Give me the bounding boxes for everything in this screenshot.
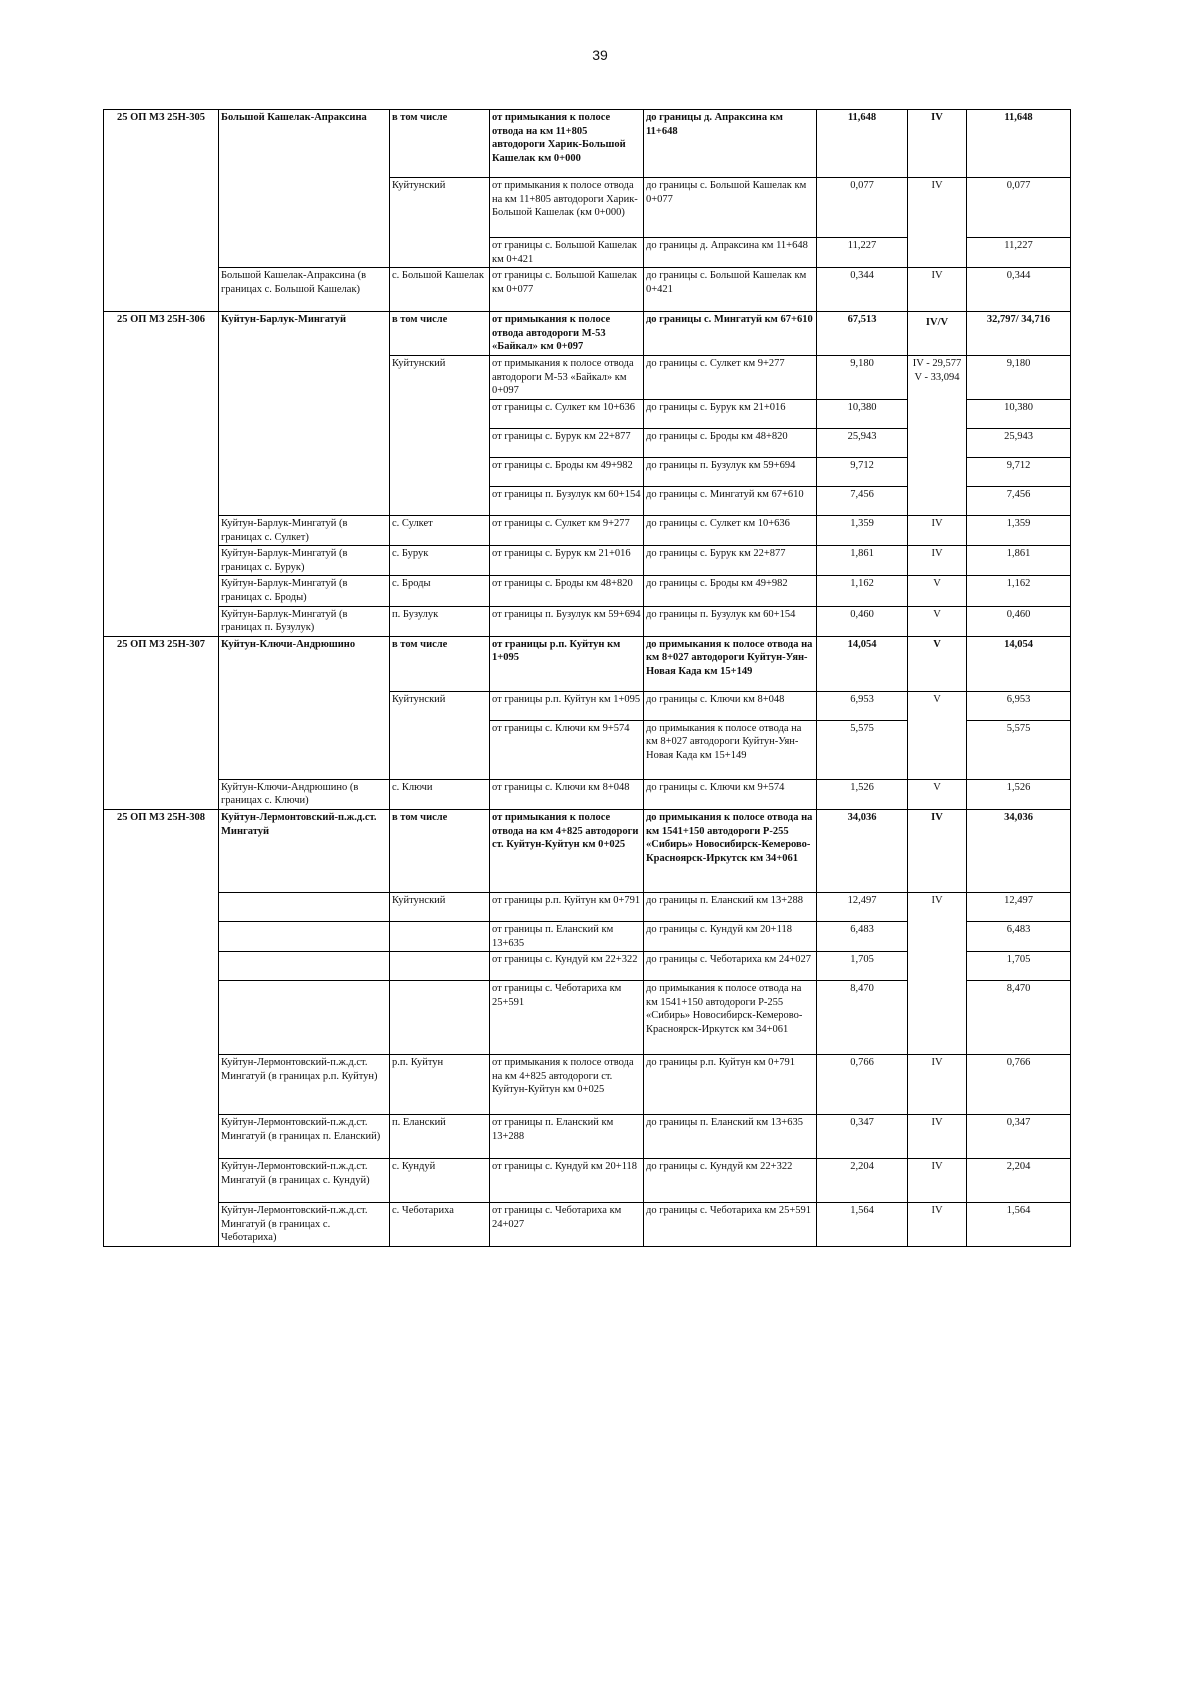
locality-name: Куйтун-Лермонтовский-п.ж.д.ст. Мингатуй (в границах п. Еланский) <box>219 1115 390 1159</box>
road-category: IV <box>908 1203 967 1247</box>
segment-to: до примыкания к полосе отвода на км 1541+150 автодороги Р-255 «Сибирь» Новосибирск-Кемерово-Красноярск-Иркутск км 34+061 <box>644 981 817 1055</box>
segment-from: от примыкания к полосе отвода на км 11+805 автодороги Харик-Большой Кашелак км 0+000 <box>490 110 644 178</box>
district-category: V <box>908 691 967 779</box>
segment-to: до границы с. Чеботариха км 24+027 <box>644 952 817 981</box>
segment-length: 0,460 <box>817 606 908 636</box>
page-number: 39 <box>592 47 608 63</box>
category-length: 11,227 <box>967 238 1071 268</box>
locality-row <box>104 268 1071 312</box>
category-length: 5,575 <box>967 720 1071 779</box>
segment-from: от примыкания к полосе отвода автодороги М-53 «Байкал» км 0+097 <box>490 312 644 356</box>
category-length: 0,077 <box>967 178 1071 238</box>
road-total-row <box>104 312 1071 356</box>
locality-place: п. Бузулук <box>390 606 490 636</box>
segment-length: 0,766 <box>817 1055 908 1115</box>
segment-length: 1,162 <box>817 576 908 606</box>
segment-from: от границы р.п. Куйтун км 0+791 <box>490 892 644 921</box>
segment-length: 1,861 <box>817 546 908 576</box>
segment-from: от границы с. Чеботариха км 24+027 <box>490 1203 644 1247</box>
segment-from: от границы с. Бурук км 21+016 <box>490 546 644 576</box>
segment-to: до примыкания к полосе отвода на км 1541+150 автодороги Р-255 «Сибирь» Новосибирск-Кемерово-Красноярск-Иркутск км 34+061 <box>644 809 817 892</box>
district-cell: в том числе <box>390 809 490 892</box>
locality-place: с. Чеботариха <box>390 1203 490 1247</box>
segment-length: 25,943 <box>817 428 908 457</box>
category-length: 8,470 <box>967 981 1071 1055</box>
segment-from: от примыкания к полосе отвода на км 11+805 автодороги Харик-Большой Кашелак (км 0+000) <box>490 178 644 238</box>
category-length: 2,204 <box>967 1159 1071 1203</box>
segment-from: от границы с. Сулкет км 10+636 <box>490 399 644 428</box>
segment-length: 7,456 <box>817 486 908 515</box>
segment-length: 1,564 <box>817 1203 908 1247</box>
category-length: 6,953 <box>967 691 1071 720</box>
segment-length: 5,575 <box>817 720 908 779</box>
road-total-row <box>104 809 1071 892</box>
segment-length: 12,497 <box>817 892 908 921</box>
road-category: IV <box>908 1115 967 1159</box>
segment-to: до границы с. Мингатуй км 67+610 <box>644 486 817 515</box>
segment-to: до границы с. Большой Кашелак км 0+077 <box>644 178 817 238</box>
segment-length: 1,705 <box>817 952 908 981</box>
district-name: Куйтунский <box>390 178 490 268</box>
empty-cell <box>219 952 390 981</box>
locality-name: Куйтун-Барлук-Мингатуй (в границах с. Сулкет) <box>219 515 390 545</box>
segment-from: от примыкания к полосе отвода на км 4+825 автодороги ст. Куйтун-Куйтун км 0+025 <box>490 809 644 892</box>
empty-cell <box>219 921 390 951</box>
segment-from: от границы с. Кундуй км 22+322 <box>490 952 644 981</box>
segment-from: от границы п. Бузулук км 59+694 <box>490 606 644 636</box>
segment-to: до границы с. Ключи км 8+048 <box>644 691 817 720</box>
category-length: 32,797/ 34,716 <box>967 312 1071 356</box>
locality-name: Куйтун-Лермонтовский-п.ж.д.ст. Мингатуй (в границах с. Кундуй) <box>219 1159 390 1203</box>
locality-place: с. Кундуй <box>390 1159 490 1203</box>
road-code: 25 ОП МЗ 25Н-306 <box>104 312 219 637</box>
segment-length: 9,180 <box>817 355 908 399</box>
segment-to: до границы с. Бурук км 21+016 <box>644 399 817 428</box>
segment-to: до границы с. Кундуй км 20+118 <box>644 921 817 951</box>
road-category: V <box>908 779 967 809</box>
segment-length: 9,712 <box>817 457 908 486</box>
segment-from: от границы с. Ключи км 8+048 <box>490 779 644 809</box>
segment-length: 2,204 <box>817 1159 908 1203</box>
locality-row <box>104 1055 1071 1115</box>
road-code: 25 ОП МЗ 25Н-308 <box>104 809 219 1246</box>
segment-to: до границы д. Апраксина км 11+648 <box>644 110 817 178</box>
district-category: IV - 29,577 V - 33,094 <box>908 355 967 515</box>
road-category: IV/V <box>908 312 967 356</box>
locality-row <box>104 1203 1071 1247</box>
category-length: 34,036 <box>967 809 1071 892</box>
road-total-row <box>104 636 1071 691</box>
segment-length: 67,513 <box>817 312 908 356</box>
district-name: Куйтунский <box>390 892 490 921</box>
segment-to: до границы с. Сулкет км 10+636 <box>644 515 817 545</box>
locality-place: с. Большой Кашелак <box>390 268 490 312</box>
category-length: 1,861 <box>967 546 1071 576</box>
segment-to: до границы с. Чеботариха км 25+591 <box>644 1203 817 1247</box>
road-category: V <box>908 606 967 636</box>
locality-row <box>104 1115 1071 1159</box>
road-code: 25 ОП МЗ 25Н-307 <box>104 636 219 809</box>
segment-from: от границы р.п. Куйтун км 1+095 <box>490 691 644 720</box>
segment-to: до примыкания к полосе отвода на км 8+027 автодороги Куйтун-Уян-Новая Када км 15+149 <box>644 636 817 691</box>
segment-from: от границы с. Бурук км 22+877 <box>490 428 644 457</box>
category-length: 1,162 <box>967 576 1071 606</box>
locality-name: Куйтун-Лермонтовский-п.ж.д.ст. Мингатуй (в границах с. Чеботариха) <box>219 1203 390 1247</box>
road-category: IV <box>908 1159 967 1203</box>
category-length: 11,648 <box>967 110 1071 178</box>
segment-from: от границы п. Еланский км 13+288 <box>490 1115 644 1159</box>
road-name: Большой Кашелак-Апраксина <box>219 110 390 268</box>
category-length: 1,526 <box>967 779 1071 809</box>
category-length: 14,054 <box>967 636 1071 691</box>
segment-length: 0,347 <box>817 1115 908 1159</box>
segment-to: до примыкания к полосе отвода на км 8+027 автодороги Куйтун-Уян-Новая Када км 15+149 <box>644 720 817 779</box>
segment-to: до границы п. Еланский км 13+288 <box>644 892 817 921</box>
district-cell: в том числе <box>390 312 490 356</box>
segment-length: 14,054 <box>817 636 908 691</box>
segment-from: от границы р.п. Куйтун км 1+095 <box>490 636 644 691</box>
road-category: IV <box>908 809 967 892</box>
segment-length: 1,526 <box>817 779 908 809</box>
category-length: 9,712 <box>967 457 1071 486</box>
empty-cell <box>219 981 390 1055</box>
segment-to: до границы д. Апраксина км 11+648 <box>644 238 817 268</box>
segment-from: от границы с. Броды км 49+982 <box>490 457 644 486</box>
category-length: 0,344 <box>967 268 1071 312</box>
segment-length: 8,470 <box>817 981 908 1055</box>
empty-cell <box>390 921 490 951</box>
segment-to: до границы п. Бузулук км 60+154 <box>644 606 817 636</box>
road-name: Куйтун-Ключи-Андрюшино <box>219 636 390 779</box>
locality-name: Куйтун-Барлук-Мингатуй (в границах п. Бузулук) <box>219 606 390 636</box>
road-category: IV <box>908 268 967 312</box>
category-length: 1,359 <box>967 515 1071 545</box>
segment-length: 6,953 <box>817 691 908 720</box>
category-length: 6,483 <box>967 921 1071 951</box>
locality-place: с. Сулкет <box>390 515 490 545</box>
segment-to: до границы с. Мингатуй км 67+610 <box>644 312 817 356</box>
segment-length: 1,359 <box>817 515 908 545</box>
district-name: Куйтунский <box>390 691 490 779</box>
locality-row <box>104 606 1071 636</box>
locality-place: р.п. Куйтун <box>390 1055 490 1115</box>
category-length: 0,347 <box>967 1115 1071 1159</box>
locality-name: Большой Кашелак-Апраксина (в границах с. Большой Кашелак) <box>219 268 390 312</box>
roads-table <box>103 109 1071 1247</box>
locality-place: с. Броды <box>390 576 490 606</box>
category-length: 0,460 <box>967 606 1071 636</box>
locality-row <box>104 779 1071 809</box>
category-length: 0,766 <box>967 1055 1071 1115</box>
segment-to: до границы п. Бузулук км 59+694 <box>644 457 817 486</box>
segment-from: от границы с. Большой Кашелак км 0+421 <box>490 238 644 268</box>
locality-name: Куйтун-Барлук-Мингатуй (в границах с. Броды) <box>219 576 390 606</box>
category-length: 9,180 <box>967 355 1071 399</box>
category-length: 1,705 <box>967 952 1071 981</box>
segment-length: 11,227 <box>817 238 908 268</box>
segment-to: до границы с. Бурук км 22+877 <box>644 546 817 576</box>
road-category: V <box>908 576 967 606</box>
locality-place: п. Еланский <box>390 1115 490 1159</box>
district-category: IV <box>908 892 967 1054</box>
road-code: 25 ОП МЗ 25Н-305 <box>104 110 219 312</box>
segment-from: от границы с. Сулкет км 9+277 <box>490 515 644 545</box>
empty-cell <box>390 981 490 1055</box>
segment-to: до границы р.п. Куйтун км 0+791 <box>644 1055 817 1115</box>
district-cell: в том числе <box>390 636 490 691</box>
segment-length: 6,483 <box>817 921 908 951</box>
district-category: IV <box>908 178 967 268</box>
segment-from: от границы п. Еланский км 13+635 <box>490 921 644 951</box>
locality-row <box>104 576 1071 606</box>
category-length: 25,943 <box>967 428 1071 457</box>
road-name: Куйтун-Лермонтовский-п.ж.д.ст. Мингатуй <box>219 809 390 892</box>
segment-to: до границы с. Сулкет км 9+277 <box>644 355 817 399</box>
locality-name: Куйтун-Барлук-Мингатуй (в границах с. Бурук) <box>219 546 390 576</box>
segment-length: 0,077 <box>817 178 908 238</box>
district-cell: в том числе <box>390 110 490 178</box>
segment-from: от примыкания к полосе отвода автодороги М-53 «Байкал» км 0+097 <box>490 355 644 399</box>
empty-cell <box>219 892 390 921</box>
road-name: Куйтун-Барлук-Мингатуй <box>219 312 390 516</box>
segment-row <box>104 892 1071 921</box>
segment-to: до границы с. Броды км 48+820 <box>644 428 817 457</box>
segment-to: до границы с. Ключи км 9+574 <box>644 779 817 809</box>
empty-cell <box>390 952 490 981</box>
segment-from: от границы с. Чеботариха км 25+591 <box>490 981 644 1055</box>
segment-length: 34,036 <box>817 809 908 892</box>
segment-to: до границы с. Кундуй км 22+322 <box>644 1159 817 1203</box>
road-category: IV <box>908 1055 967 1115</box>
road-category: IV <box>908 110 967 178</box>
locality-place: с. Бурук <box>390 546 490 576</box>
segment-to: до границы п. Еланский км 13+635 <box>644 1115 817 1159</box>
segment-length: 0,344 <box>817 268 908 312</box>
road-category: V <box>908 636 967 691</box>
segment-to: до границы с. Броды км 49+982 <box>644 576 817 606</box>
locality-row <box>104 546 1071 576</box>
segment-length: 11,648 <box>817 110 908 178</box>
segment-from: от границы с. Большой Кашелак км 0+077 <box>490 268 644 312</box>
category-length: 1,564 <box>967 1203 1071 1247</box>
locality-name: Куйтун-Лермонтовский-п.ж.д.ст. Мингатуй (в границах р.п. Куйтун) <box>219 1055 390 1115</box>
segment-from: от границы с. Ключи км 9+574 <box>490 720 644 779</box>
road-category: IV <box>908 515 967 545</box>
locality-place: с. Ключи <box>390 779 490 809</box>
road-total-row <box>104 110 1071 178</box>
category-length: 12,497 <box>967 892 1071 921</box>
segment-from: от границы п. Бузулук км 60+154 <box>490 486 644 515</box>
locality-row <box>104 1159 1071 1203</box>
category-length: 7,456 <box>967 486 1071 515</box>
category-length: 10,380 <box>967 399 1071 428</box>
segment-to: до границы с. Большой Кашелак км 0+421 <box>644 268 817 312</box>
district-name: Куйтунский <box>390 355 490 515</box>
locality-row <box>104 515 1071 545</box>
segment-from: от границы с. Броды км 48+820 <box>490 576 644 606</box>
road-category: IV <box>908 546 967 576</box>
segment-length: 10,380 <box>817 399 908 428</box>
segment-from: от границы с. Кундуй км 20+118 <box>490 1159 644 1203</box>
segment-from: от примыкания к полосе отвода на км 4+825 автодороги ст. Куйтун-Куйтун км 0+025 <box>490 1055 644 1115</box>
locality-name: Куйтун-Ключи-Андрюшино (в границах с. Ключи) <box>219 779 390 809</box>
